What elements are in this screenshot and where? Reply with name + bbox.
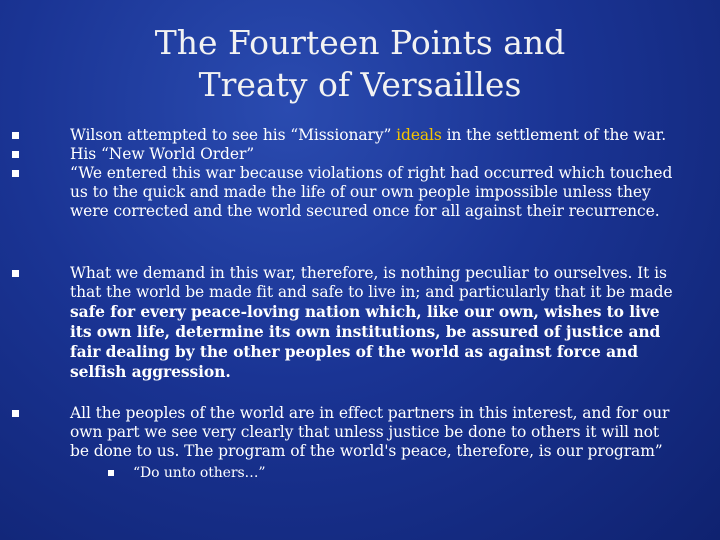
square-bullet-icon (12, 410, 19, 417)
title-line-1: The Fourteen Points and (154, 23, 566, 62)
square-bullet-icon (12, 132, 19, 139)
square-bullet-icon (12, 270, 19, 277)
square-bullet-icon (108, 470, 114, 476)
bullet-text-part: Wilson attempted to see his “Missionary” (70, 126, 397, 144)
bullet-text: His “New World Order” (70, 145, 255, 163)
highlighted-word: ideals (396, 126, 442, 144)
title-line-2: Treaty of Versailles (198, 65, 522, 104)
bullet-text-part: What we demand in this war, therefore, is nothing peculiar to ourselves. It is that the world be made fit and safe to live in; and particularly that it be made (70, 264, 673, 301)
square-bullet-icon (12, 170, 19, 177)
bullet-text: “We entered this war because violations of right had occurred which touched us to the quick and made the life of our own people impossible unless they were corrected and the world secured once for all against their recurrence. (70, 164, 673, 220)
bold-text-part: safe for every peace-loving nation which, like our own, wishes to live its own life, determine its own institutions, be assured of justice and fair dealing by the other peoples of the world as against force and selfish aggression. (70, 302, 661, 381)
bullet-text-part: in the settlement of the war. (441, 126, 667, 144)
bullet-text: All the peoples of the world are in effect partners in this interest, and for our own part we see very clearly that unless justice be done to others it will not be done to us. The program of the world's peace, therefore, is our program” (70, 404, 670, 460)
bullet-text (70, 126, 680, 145)
sub-bullet-text: “Do unto others…” (133, 465, 266, 481)
bullet-text (70, 264, 680, 382)
square-bullet-icon (12, 151, 19, 158)
